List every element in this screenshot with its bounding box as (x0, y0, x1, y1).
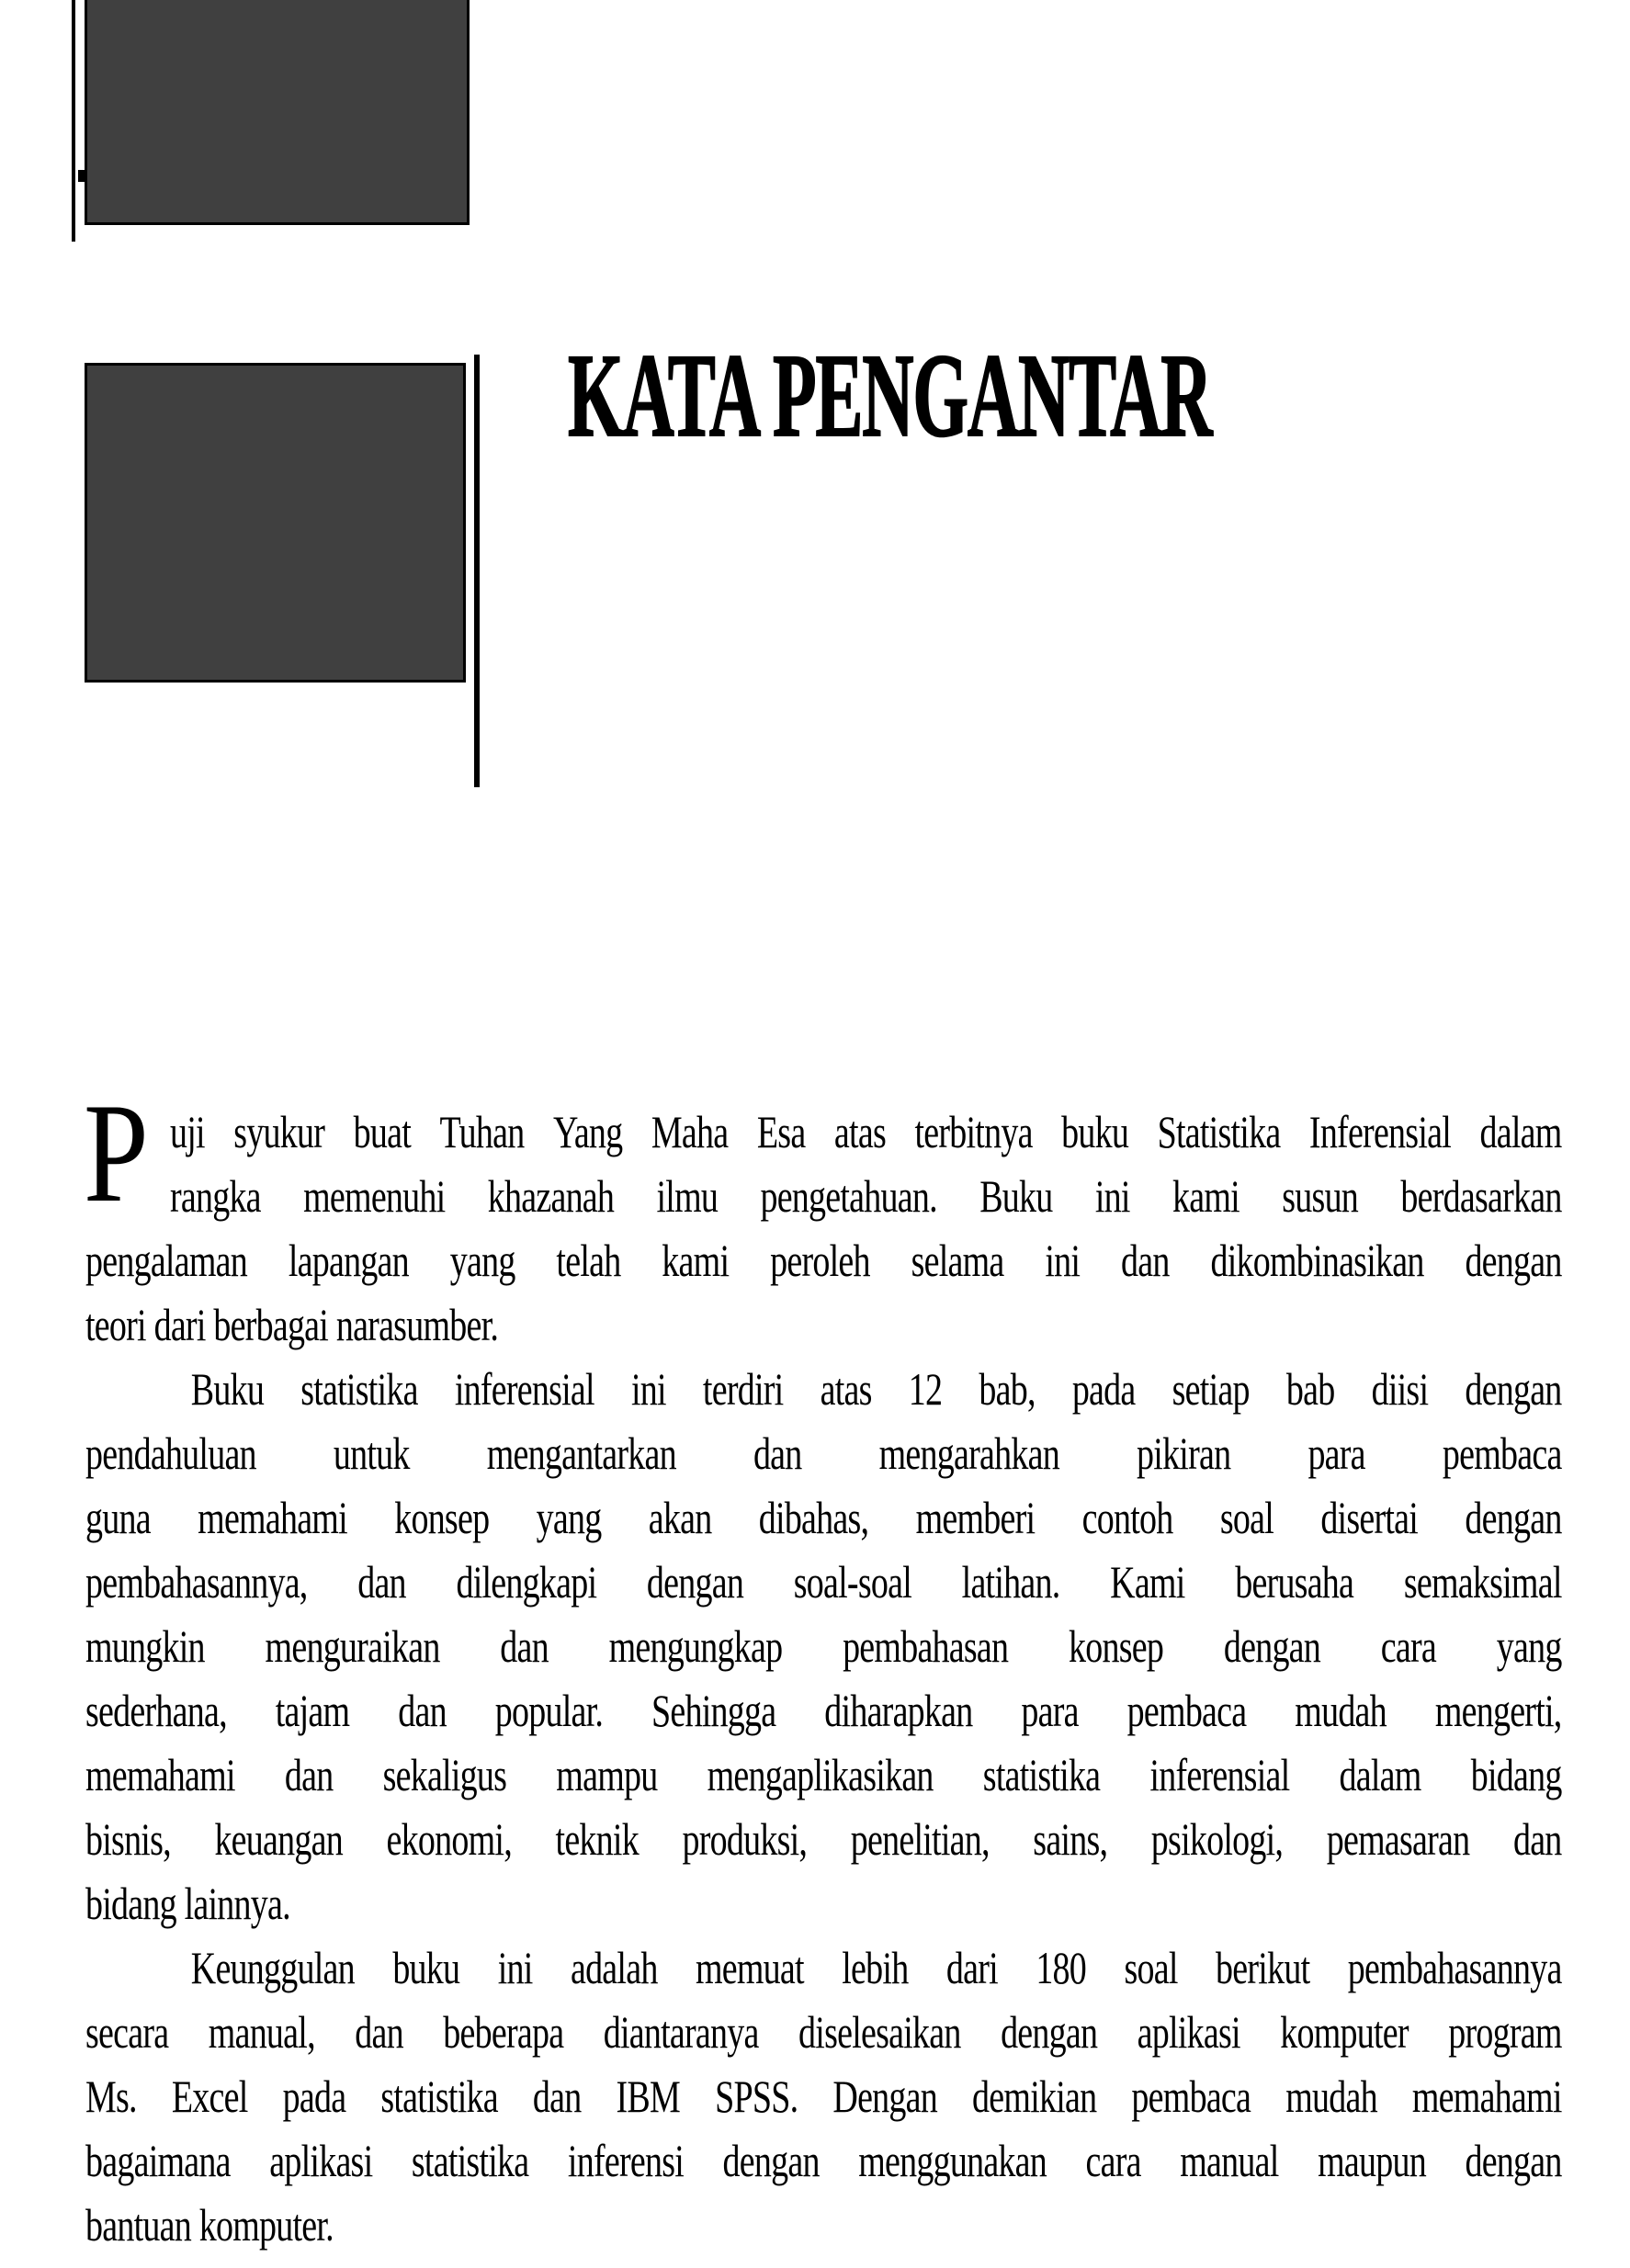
image-placeholder-middle (85, 363, 466, 683)
word: yang (536, 1492, 602, 1543)
text-line (85, 2064, 1562, 2128)
word: sekaligus (382, 1749, 507, 1800)
word: Ms. (85, 2071, 137, 2122)
text-line (85, 1228, 1562, 1292)
word: dengan (1223, 1620, 1321, 1672)
drop-cap: P (84, 1074, 149, 1232)
word: berikut (1216, 1942, 1310, 1993)
word: 12 (908, 1363, 943, 1415)
word: rangka (169, 1170, 261, 1222)
word: statistika (982, 1749, 1101, 1800)
word: Yang (552, 1106, 623, 1157)
preface-body (85, 1100, 1562, 2257)
word: Sehingga (651, 1685, 776, 1736)
word: menguraikan (265, 1620, 440, 1672)
word: secara (85, 2006, 169, 2058)
word: pembaca (1131, 2071, 1251, 2122)
word: 180 (1036, 1942, 1087, 1993)
text-line (85, 1421, 1562, 1485)
word: pengalaman (85, 1235, 247, 1286)
word: sederhana, (85, 1685, 227, 1736)
word: statistika (300, 1363, 418, 1415)
word: dan (532, 2071, 582, 2122)
word: bab, (979, 1363, 1036, 1415)
word: IBM (616, 2071, 681, 2122)
word: pada (1071, 1363, 1136, 1415)
word: untuk (333, 1427, 410, 1479)
word: ini (1094, 1170, 1130, 1222)
word: ini (630, 1363, 666, 1415)
word: mudah (1295, 1685, 1387, 1736)
word: dilengkapi (456, 1556, 597, 1608)
text-line (85, 1614, 1562, 1678)
word: Buku (979, 1170, 1053, 1222)
word: mudah (1285, 2071, 1377, 2122)
word: diselesaikan (798, 2006, 961, 2058)
word: inferensial (454, 1363, 594, 1415)
word: beberapa (443, 2006, 564, 2058)
word: diharapkan (824, 1685, 973, 1736)
word: Esa (756, 1106, 806, 1157)
word: pembaca (1442, 1427, 1562, 1479)
word: buku (392, 1942, 460, 1993)
word: lebih (842, 1942, 909, 1993)
word: peroleh (770, 1235, 870, 1286)
word: maupun (1318, 2135, 1426, 2186)
word: dengan (1465, 1363, 1562, 1415)
word: penelitian, (850, 1813, 990, 1865)
word: dan (355, 2006, 403, 2058)
word: statistika (411, 2135, 529, 2186)
word: pemasaran (1326, 1813, 1470, 1865)
word: Inferensial (1308, 1106, 1452, 1157)
word: para (1307, 1427, 1365, 1479)
word: adalah (570, 1942, 658, 1993)
word: Statistika (1157, 1106, 1281, 1157)
word: dikombinasikan (1210, 1235, 1424, 1286)
word: disertai (1320, 1492, 1419, 1543)
word: mengantarkan (486, 1427, 676, 1479)
word: psikologi, (1150, 1813, 1284, 1865)
tick-mark (78, 170, 86, 182)
word: mengarahkan (878, 1427, 1059, 1479)
word: Maha (651, 1106, 729, 1157)
word: selama (911, 1235, 1004, 1286)
text-line: bidang lainnya. (85, 1878, 290, 1929)
word: ini (497, 1942, 533, 1993)
word: cara (1085, 2135, 1141, 2186)
text-line (85, 2128, 1562, 2193)
word: tajam (275, 1685, 350, 1736)
word: uji (169, 1106, 205, 1157)
text-line (85, 1935, 1562, 2000)
word: inferensial (1149, 1749, 1290, 1800)
word: manual (1180, 2135, 1279, 2186)
text-line (85, 2000, 1562, 2064)
word: dengan (1465, 2135, 1562, 2186)
word: aplikasi (269, 2135, 373, 2186)
word: komputer (1280, 2006, 1409, 2058)
word: dengan (1465, 1492, 1562, 1543)
word: menggunakan (858, 2135, 1047, 2186)
word: contoh (1081, 1492, 1173, 1543)
word: ilmu (656, 1170, 719, 1222)
text-line: bantuan komputer. (85, 2199, 334, 2251)
word: memahami (198, 1492, 347, 1543)
word: Buku (190, 1363, 265, 1415)
word: kami (662, 1235, 730, 1286)
word: demikian (972, 2071, 1097, 2122)
word: ini (1045, 1235, 1081, 1286)
word: khazanah (487, 1170, 615, 1222)
word: program (1448, 2006, 1562, 2058)
word: produksi, (682, 1813, 808, 1865)
word: mungkin (85, 1620, 205, 1672)
word: memberi (915, 1492, 1036, 1543)
word: dan (753, 1427, 802, 1479)
word: pembahasan (843, 1620, 1009, 1672)
word: setiap (1172, 1363, 1250, 1415)
word: dengan (1465, 1235, 1562, 1286)
left-margin-rule (72, 0, 75, 242)
word: memuat (695, 1942, 804, 1993)
word: berusaha (1235, 1556, 1354, 1608)
word: atas (820, 1363, 872, 1415)
word: guna (85, 1492, 151, 1543)
word: pengetahuan. (760, 1170, 937, 1222)
word: Dengan (832, 2071, 938, 2122)
word: lapangan (288, 1235, 409, 1286)
word: memahami (85, 1749, 235, 1800)
word: mengungkap (608, 1620, 783, 1672)
word: inferensi (567, 2135, 685, 2186)
word: yang (449, 1235, 515, 1286)
word: dan (398, 1685, 447, 1736)
word: keuangan (214, 1813, 343, 1865)
word: cara (1380, 1620, 1436, 1672)
word: yang (1496, 1620, 1562, 1672)
image-placeholder-top (85, 0, 470, 225)
word: berdasarkan (1400, 1170, 1562, 1222)
word: buku (1061, 1106, 1129, 1157)
word: memahami (1411, 2071, 1562, 2122)
text-line (85, 1164, 1562, 1228)
word: semaksimal (1403, 1556, 1562, 1608)
word: pikiran (1137, 1427, 1231, 1479)
word: bagaimana (85, 2135, 231, 2186)
text-line (85, 1807, 1562, 1871)
word: syukur (233, 1106, 325, 1157)
word: konsep (394, 1492, 490, 1543)
word: dalam (1339, 1749, 1421, 1800)
word: dalam (1479, 1106, 1562, 1157)
word: sains, (1033, 1813, 1108, 1865)
word: latihan. (961, 1556, 1060, 1608)
word: atas (833, 1106, 886, 1157)
word: terdiri (702, 1363, 784, 1415)
word: susun (1282, 1170, 1359, 1222)
word: dibahas, (758, 1492, 869, 1543)
word: popular. (494, 1685, 604, 1736)
word: pada (282, 2071, 346, 2122)
text-line: teori dari berbagai narasumber. (85, 1299, 499, 1350)
word: soal (1219, 1492, 1274, 1543)
word: pembaca (1126, 1685, 1247, 1736)
word: pendahuluan (85, 1427, 256, 1479)
word: teknik (555, 1813, 639, 1865)
word: mampu (556, 1749, 658, 1800)
title-divider-bar (474, 355, 480, 787)
word: soal (1124, 1942, 1178, 1993)
text-line (85, 1100, 1562, 1164)
word: pembahasannya (1347, 1942, 1562, 1993)
text-line (85, 1357, 1562, 1421)
word: diantaranya (603, 2006, 759, 2058)
word: statistika (380, 2071, 498, 2122)
word: memenuhi (303, 1170, 446, 1222)
word: telah (556, 1235, 621, 1286)
word: dari (945, 1942, 998, 1993)
word: mengaplikasikan (707, 1749, 934, 1800)
word: pembahasannya, (85, 1556, 308, 1608)
text-line (85, 1743, 1562, 1807)
word: dengan (1001, 2006, 1098, 2058)
word: konsep (1069, 1620, 1164, 1672)
word: buat (353, 1106, 412, 1157)
text-line (85, 1678, 1562, 1743)
word: Kami (1110, 1556, 1185, 1608)
word: mengerti, (1434, 1685, 1562, 1736)
word: akan (648, 1492, 712, 1543)
text-line (85, 1485, 1562, 1550)
word: manual, (208, 2006, 315, 2058)
word: diisi (1371, 1363, 1429, 1415)
word: para (1021, 1685, 1079, 1736)
word: Tuhan (439, 1106, 525, 1157)
word: dan (357, 1556, 406, 1608)
word: bab (1285, 1363, 1335, 1415)
word: dan (500, 1620, 549, 1672)
word: dan (284, 1749, 334, 1800)
word: bidang (1470, 1749, 1562, 1800)
word: dan (1512, 1813, 1562, 1865)
word: Excel (171, 2071, 248, 2122)
word: dengan (646, 1556, 744, 1608)
word: aplikasi (1137, 2006, 1240, 2058)
word: bisnis, (85, 1813, 171, 1865)
word: ekonomi, (386, 1813, 512, 1865)
word: SPSS. (715, 2071, 798, 2122)
text-line (85, 1550, 1562, 1614)
word: kami (1172, 1170, 1239, 1222)
word: dengan (722, 2135, 820, 2186)
page-title: KATA PENGANTAR (568, 330, 1212, 462)
word: dan (1121, 1235, 1170, 1286)
word: soal-soal (793, 1556, 911, 1608)
word: Keunggulan (190, 1942, 355, 1993)
word: terbitnya (914, 1106, 1033, 1157)
